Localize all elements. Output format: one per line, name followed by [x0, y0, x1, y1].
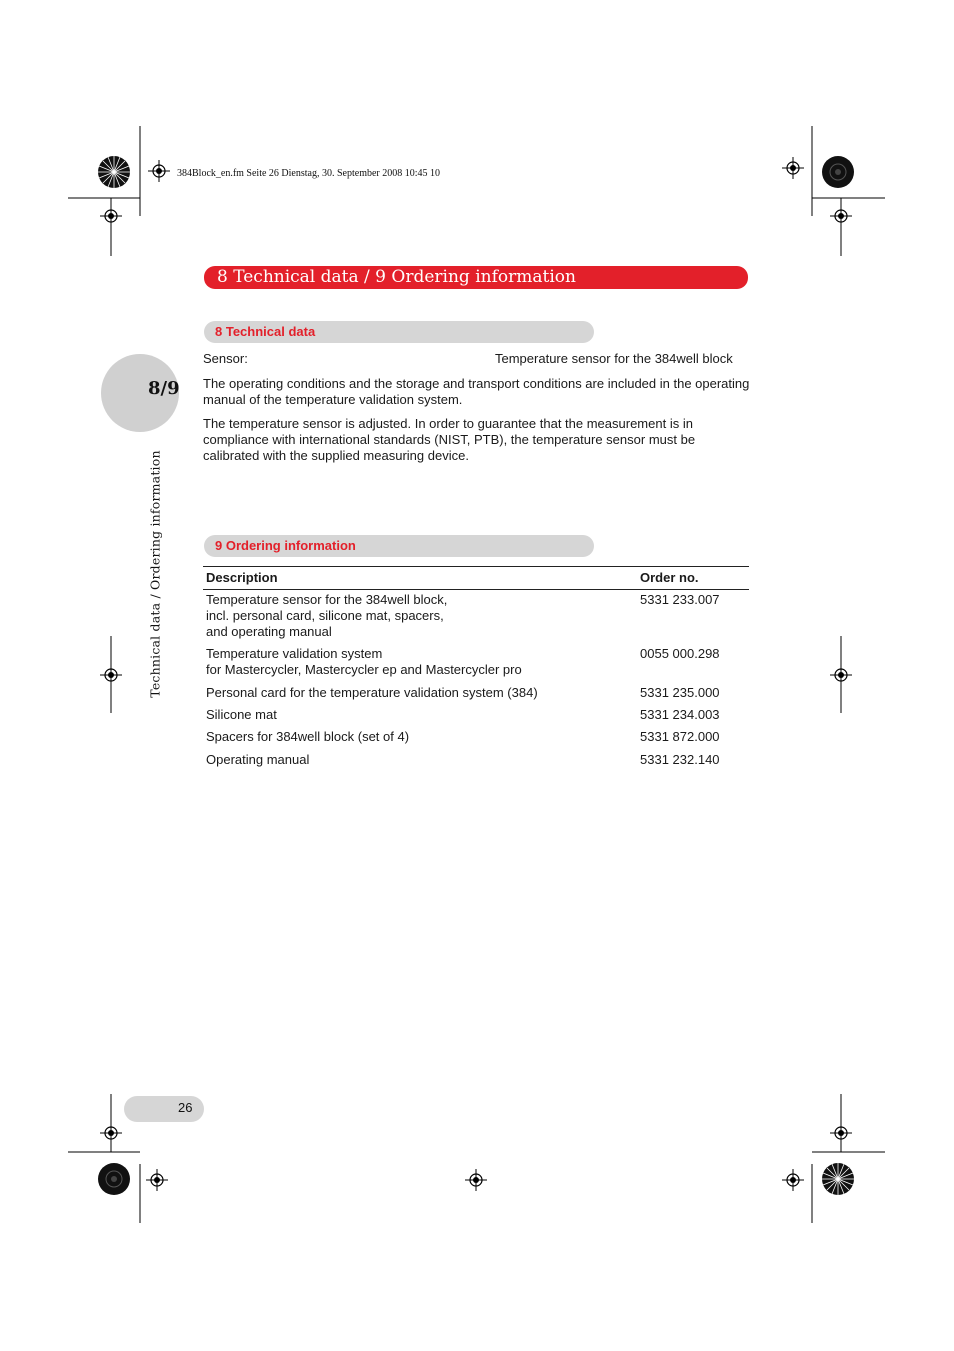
sensor-label: Sensor:	[203, 351, 248, 366]
row-description-line: Personal card for the temperature validation system (384)	[206, 685, 538, 700]
chapter-tab-label: 8/9	[148, 378, 180, 399]
row-order-no: 5331 872.000	[640, 729, 720, 744]
registration-crosshair-icon	[146, 1169, 168, 1191]
registration-crosshair-icon	[830, 664, 852, 686]
row-order-no: 5331 232.140	[640, 752, 720, 767]
registration-crosshair-icon	[100, 664, 122, 686]
row-description-line: Silicone mat	[206, 707, 277, 722]
sensor-value: Temperature sensor for the 384well block	[495, 351, 733, 366]
registration-crosshair-icon	[782, 1169, 804, 1191]
table-row	[206, 646, 522, 678]
chapter-title: 8 Technical data / 9 Ordering information	[217, 267, 576, 287]
row-order-no: 5331 233.007	[640, 592, 720, 607]
print-info: 384Block_en.fm Seite 26 Dienstag, 30. September 2008 10:45 10	[177, 168, 441, 179]
starburst-mark-icon	[821, 1162, 855, 1196]
starburst-mark-icon	[821, 155, 855, 189]
row-description-line: and operating manual	[206, 624, 332, 639]
row-description-line: incl. personal card, silicone mat, spacers,	[206, 608, 444, 623]
table-row	[206, 592, 447, 640]
row-description-line: Temperature validation system	[206, 646, 383, 661]
registration-crosshair-icon	[148, 160, 170, 182]
row-description-line: Temperature sensor for the 384well block,	[206, 592, 448, 607]
starburst-mark-icon	[97, 1162, 131, 1196]
registration-crosshair-icon	[830, 205, 852, 227]
registration-crosshair-icon	[830, 1122, 852, 1144]
paragraph: The operating conditions and the storage and transport conditions are included in the operating manual of the temperature validation system.	[203, 376, 750, 407]
table-row	[206, 685, 538, 701]
side-running-title: Technical data / Ordering information	[147, 450, 163, 698]
starburst-mark-icon	[97, 155, 131, 189]
row-order-no: 5331 235.000	[640, 685, 720, 700]
paragraph: The temperature sensor is adjusted. In order to guarantee that the measurement is in compliance with international standards (NIST, PTB), the temperature sensor must be calibrated with the supplied measuring device.	[203, 416, 696, 463]
table-row	[206, 707, 277, 723]
table-top-rule	[203, 566, 749, 567]
row-order-no: 5331 234.003	[640, 707, 720, 722]
table-row	[206, 752, 309, 768]
section-8-title: 8 Technical data	[215, 324, 316, 339]
table-header-description: Description	[206, 570, 278, 585]
table-header-order-no: Order no.	[640, 570, 699, 585]
section-9-title: 9 Ordering information	[215, 538, 356, 553]
registration-crosshair-icon	[782, 157, 804, 179]
registration-crosshair-icon	[465, 1169, 487, 1191]
table-header-rule	[203, 589, 749, 590]
registration-crosshair-icon	[100, 205, 122, 227]
row-description-line: Spacers for 384well block (set of 4)	[206, 729, 410, 744]
row-description-line: Operating manual	[206, 752, 310, 767]
page-number: 26	[178, 1100, 193, 1115]
registration-crosshair-icon	[100, 1122, 122, 1144]
row-description-line: for Mastercycler, Mastercycler ep and Mastercycler pro	[206, 662, 522, 677]
table-row	[206, 729, 409, 745]
row-order-no: 0055 000.298	[640, 646, 720, 661]
